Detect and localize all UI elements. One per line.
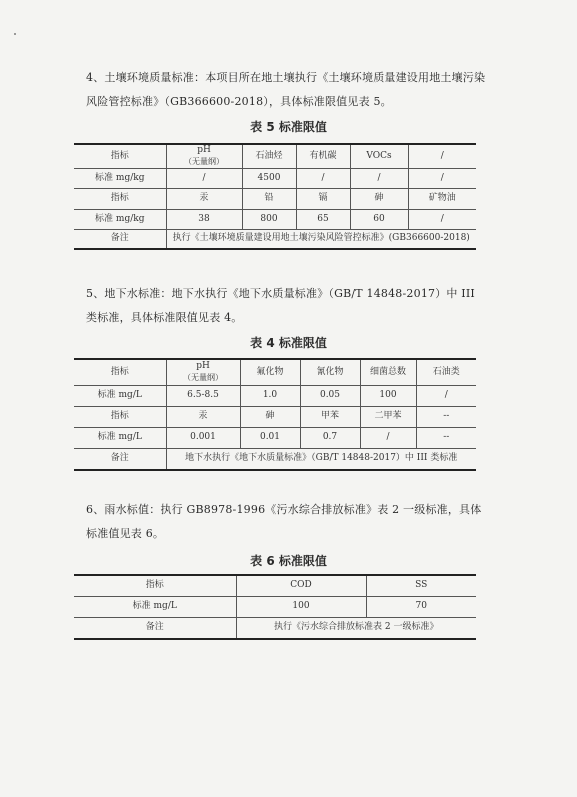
table-cell: 0.01 xyxy=(240,427,300,448)
table-cell: 备注 xyxy=(74,229,166,249)
ph-unit: （无量纲） xyxy=(183,373,223,383)
table-cell: 备注 xyxy=(74,617,236,639)
table-cell: 指标 xyxy=(74,406,166,427)
ph-label: pH xyxy=(196,361,210,372)
table-4-caption: 表 4 标准限值 xyxy=(250,336,327,350)
table-row xyxy=(74,596,476,617)
table-cell: 65 xyxy=(296,209,350,229)
table-row xyxy=(74,229,476,249)
table-cell: SS xyxy=(366,575,476,596)
table-cell: 4500 xyxy=(242,168,296,188)
table-cell: 石油烃 xyxy=(242,144,296,168)
table-cell: / xyxy=(166,168,242,188)
table-cell: 砷 xyxy=(240,406,300,427)
table-cell: 氟化物 xyxy=(240,359,300,385)
table-6-caption: 表 6 标准限值 xyxy=(250,554,327,568)
table-cell: / xyxy=(408,209,476,229)
table-cell: 指标 xyxy=(74,359,166,385)
table-cell: 38 xyxy=(166,209,242,229)
table-cell: / xyxy=(408,144,476,168)
table-cell: 100 xyxy=(236,596,366,617)
table-5-caption: 表 5 标准限值 xyxy=(250,120,327,134)
table-cell: 标准 mg/L xyxy=(74,596,236,617)
scan-mark xyxy=(14,33,16,35)
table-cell: 甲苯 xyxy=(300,406,360,427)
table-cell: COD xyxy=(236,575,366,596)
table-cell: -- xyxy=(416,406,476,427)
table-cell: 70 xyxy=(366,596,476,617)
ph-label: pH xyxy=(197,145,211,156)
ph-unit: （无量纲） xyxy=(184,157,224,167)
table-cell: 有机碳 xyxy=(296,144,350,168)
table-cell: 执行《污水综合排放标准表 2 一级标准》 xyxy=(236,617,476,639)
table-cell: 石油类 xyxy=(416,359,476,385)
table-row xyxy=(74,359,476,385)
table-cell: 标准 mg/L xyxy=(74,427,166,448)
table-row xyxy=(74,575,476,596)
table-cell: / xyxy=(360,427,416,448)
table-cell: 0.7 xyxy=(300,427,360,448)
table-4 xyxy=(74,358,476,471)
table-cell: 指标 xyxy=(74,188,166,209)
table-cell: 6.5-8.5 xyxy=(166,385,240,406)
table-row xyxy=(74,385,476,406)
table-cell: / xyxy=(350,168,408,188)
table-cell: 氰化物 xyxy=(300,359,360,385)
table-cell: 矿物油 xyxy=(408,188,476,209)
table-cell: 60 xyxy=(350,209,408,229)
table-row xyxy=(74,144,476,168)
table-cell: -- xyxy=(416,427,476,448)
table-row xyxy=(74,188,476,209)
table-cell: VOCs xyxy=(350,144,408,168)
table-cell: 镉 xyxy=(296,188,350,209)
table-cell: 1.0 xyxy=(240,385,300,406)
table-cell: 0.001 xyxy=(166,427,240,448)
table-cell: 汞 xyxy=(166,188,242,209)
table-cell: 备注 xyxy=(74,448,166,470)
table-cell: 执行《土壤环境质量建设用地土壤污染风险管控标准》(GB366600-2018) xyxy=(166,229,476,249)
table-5 xyxy=(74,143,476,250)
table-row xyxy=(74,168,476,188)
table-cell: 标准 mg/L xyxy=(74,385,166,406)
table-cell: 汞 xyxy=(166,406,240,427)
table-cell: 100 xyxy=(360,385,416,406)
table-cell: 标准 mg/kg xyxy=(74,168,166,188)
table-row xyxy=(74,406,476,427)
table-cell xyxy=(166,144,242,168)
table-cell: 指标 xyxy=(74,575,236,596)
table-row xyxy=(74,617,476,639)
table-cell: 0.05 xyxy=(300,385,360,406)
table-cell xyxy=(166,359,240,385)
table-cell: 800 xyxy=(242,209,296,229)
table-cell: / xyxy=(296,168,350,188)
table-cell: 细菌总数 xyxy=(360,359,416,385)
table-6 xyxy=(74,574,476,640)
table-cell: 标准 mg/kg xyxy=(74,209,166,229)
table-cell: 指标 xyxy=(74,144,166,168)
groundwater-standard-paragraph: 5、地下水标准：地下水执行《地下水质量标准》（GB/T 14848-2017）中 III 类标准，具体标准限值见表 4。 xyxy=(86,287,475,324)
table-cell: 二甲苯 xyxy=(360,406,416,427)
soil-standard-paragraph: 4、土壤环境质量标准：本项目所在地土壤执行《土壤环境质量建设用地土壤污染风险管控标准》（GB366600-2018），具体标准限值见表 5。 xyxy=(86,71,486,108)
table-cell: 砷 xyxy=(350,188,408,209)
table-cell: 铅 xyxy=(242,188,296,209)
rainwater-standard-paragraph: 6、雨水标值：执行 GB8978-1996《污水综合排放标准》表 2 一级标准，具体标准值见表 6。 xyxy=(86,503,482,540)
table-cell: / xyxy=(416,385,476,406)
table-row xyxy=(74,448,476,470)
table-row xyxy=(74,427,476,448)
table-row xyxy=(74,209,476,229)
table-cell: / xyxy=(408,168,476,188)
table-cell: 地下水执行《地下水质量标准》（GB/T 14848-2017）中 III 类标准 xyxy=(166,448,476,470)
